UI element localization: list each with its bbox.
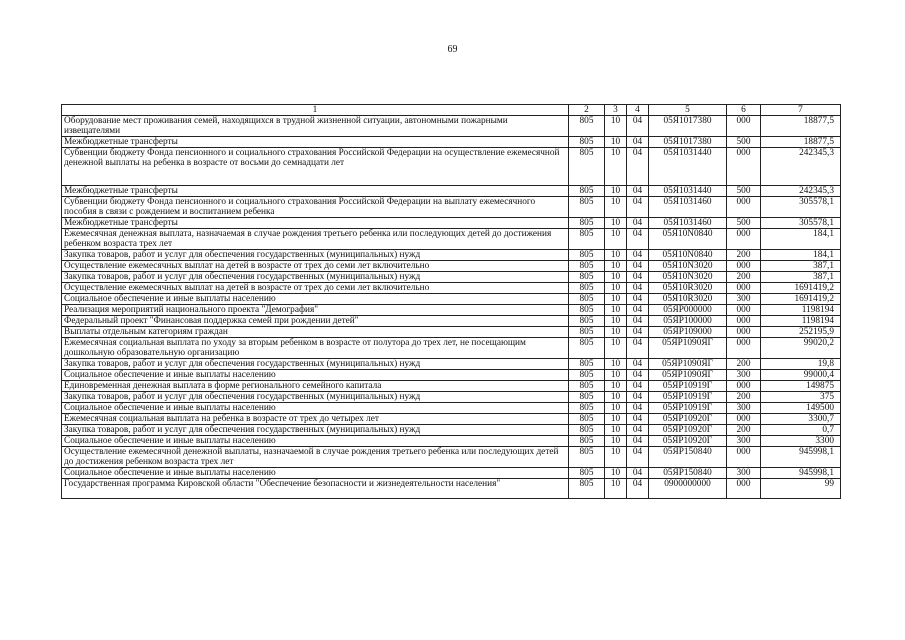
row-amount-cell: 1198194 [761, 305, 841, 316]
table-row [62, 116, 841, 137]
row-name-cell: Субвенции бюджету Фонда пенсионного и социального страхования Российской Федерации на выплату ежемесячного пособия в связи с рождением и воспитанием ребенка [62, 197, 569, 218]
row-subsection-cell: 04 [627, 403, 649, 414]
row-target-article-cell: 05Я1031440 [649, 148, 727, 186]
row-amount-cell: 387,1 [761, 272, 841, 283]
table-row [62, 148, 841, 186]
row-target-article-cell: 05ЯР1090ЯГ [649, 338, 727, 359]
table-row [62, 447, 841, 468]
row-target-article-cell: 05ЯР150840 [649, 447, 727, 468]
row-target-article-cell: 05Я1017380 [649, 137, 727, 148]
row-amount-cell: 18877,5 [761, 116, 841, 137]
column-header: 3 [605, 105, 627, 116]
row-expense-type-cell: 500 [727, 137, 761, 148]
row-name-cell: Оборудование мест проживания семей, находящихся в трудной жизненной ситуации, автономными пожарными извещателями [62, 116, 569, 137]
row-expense-type-cell: 200 [727, 250, 761, 261]
row-amount-cell: 1691419,2 [761, 283, 841, 294]
row-name-cell: Социальное обеспечение и иные выплаты населению [62, 468, 569, 479]
row-section-cell: 10 [605, 403, 627, 414]
row-ministry-code-cell: 805 [569, 116, 605, 137]
row-ministry-code-cell: 805 [569, 327, 605, 338]
row-amount-cell: 184,1 [761, 250, 841, 261]
row-name-cell: Ежемесячная социальная выплата по уходу за вторым ребенком в возрасте от полутора до трех лет, не посещающим дошкольную образовательную организацию [62, 338, 569, 359]
table-row [62, 316, 841, 327]
column-header: 6 [727, 105, 761, 116]
row-target-article-cell: 05ЯР10920Г [649, 414, 727, 425]
row-expense-type-cell: 000 [727, 305, 761, 316]
table-row [62, 197, 841, 218]
row-amount-cell: 99 [761, 479, 841, 499]
row-ministry-code-cell: 805 [569, 294, 605, 305]
row-subsection-cell: 04 [627, 148, 649, 186]
row-target-article-cell: 05ЯР10920Г [649, 425, 727, 436]
table-row [62, 370, 841, 381]
row-target-article-cell: 05Я10N3020 [649, 261, 727, 272]
row-amount-cell: 3300,7 [761, 414, 841, 425]
table-row [62, 294, 841, 305]
row-expense-type-cell: 500 [727, 218, 761, 229]
row-amount-cell: 0,7 [761, 425, 841, 436]
row-subsection-cell: 04 [627, 392, 649, 403]
row-target-article-cell: 05Я10N0840 [649, 250, 727, 261]
column-header: 4 [627, 105, 649, 116]
row-subsection-cell: 04 [627, 479, 649, 499]
row-target-article-cell: 05ЯР109000 [649, 327, 727, 338]
row-subsection-cell: 04 [627, 294, 649, 305]
row-expense-type-cell: 300 [727, 294, 761, 305]
row-name-cell: Субвенции бюджету Фонда пенсионного и социального страхования Российской Федерации на осуществление ежемесячной денежной выплаты на ребенка в возрасте от восьми до семнадцати лет [62, 148, 569, 186]
row-ministry-code-cell: 805 [569, 414, 605, 425]
row-amount-cell: 305578,1 [761, 218, 841, 229]
row-section-cell: 10 [605, 305, 627, 316]
row-section-cell: 10 [605, 370, 627, 381]
row-ministry-code-cell: 805 [569, 447, 605, 468]
row-subsection-cell: 04 [627, 229, 649, 250]
row-name-cell: Осуществление ежемесячных выплат на детей в возрасте от трех до семи лет включительно [62, 261, 569, 272]
row-name-cell: Единовременная денежная выплата в форме регионального семейного капитала [62, 381, 569, 392]
row-amount-cell: 242345,3 [761, 186, 841, 197]
row-name-cell: Закупка товаров, работ и услуг для обеспечения государственных (муниципальных) нужд [62, 425, 569, 436]
row-amount-cell: 19,8 [761, 359, 841, 370]
page-number: 69 [447, 44, 458, 55]
row-name-cell: Ежемесячная социальная выплата на ребенка в возрасте от трех до четырех лет [62, 414, 569, 425]
row-subsection-cell: 04 [627, 316, 649, 327]
row-target-article-cell: 05ЯР1090ЯГ [649, 370, 727, 381]
row-section-cell: 10 [605, 479, 627, 499]
row-subsection-cell: 04 [627, 261, 649, 272]
row-target-article-cell: 05Я10R3020 [649, 294, 727, 305]
row-ministry-code-cell: 805 [569, 272, 605, 283]
row-name-cell: Социальное обеспечение и иные выплаты населению [62, 436, 569, 447]
row-target-article-cell: 0900000000 [649, 479, 727, 499]
row-ministry-code-cell: 805 [569, 370, 605, 381]
row-ministry-code-cell: 805 [569, 283, 605, 294]
row-target-article-cell: 05ЯР10919Г [649, 381, 727, 392]
row-subsection-cell: 04 [627, 338, 649, 359]
row-name-cell: Закупка товаров, работ и услуг для обеспечения государственных (муниципальных) нужд [62, 392, 569, 403]
row-section-cell: 10 [605, 137, 627, 148]
row-section-cell: 10 [605, 392, 627, 403]
row-ministry-code-cell: 805 [569, 261, 605, 272]
row-subsection-cell: 04 [627, 359, 649, 370]
row-section-cell: 10 [605, 414, 627, 425]
row-section-cell: 10 [605, 447, 627, 468]
row-target-article-cell: 05Я10N0840 [649, 229, 727, 250]
row-amount-cell: 387,1 [761, 261, 841, 272]
row-ministry-code-cell: 805 [569, 316, 605, 327]
row-target-article-cell: 05Я1031460 [649, 218, 727, 229]
row-target-article-cell: 05Я10R3020 [649, 283, 727, 294]
row-target-article-cell: 05ЯР000000 [649, 305, 727, 316]
row-target-article-cell: 05ЯР10920Г [649, 436, 727, 447]
row-subsection-cell: 04 [627, 436, 649, 447]
budget-table [61, 104, 841, 499]
row-section-cell: 10 [605, 218, 627, 229]
row-expense-type-cell: 000 [727, 316, 761, 327]
row-ministry-code-cell: 805 [569, 229, 605, 250]
row-ministry-code-cell: 805 [569, 338, 605, 359]
row-name-cell: Социальное обеспечение и иные выплаты населению [62, 294, 569, 305]
row-name-cell: Реализация мероприятий национального проекта "Демография" [62, 305, 569, 316]
row-name-cell: Социальное обеспечение и иные выплаты населению [62, 370, 569, 381]
row-expense-type-cell: 000 [727, 229, 761, 250]
column-header: 1 [62, 105, 569, 116]
row-amount-cell: 1198194 [761, 316, 841, 327]
row-ministry-code-cell: 805 [569, 359, 605, 370]
row-section-cell: 10 [605, 436, 627, 447]
row-name-cell: Межбюджетные трансферты [62, 137, 569, 148]
row-name-cell: Осуществление ежемесячной денежной выплаты, назначаемой в случае рождения третьего ребенка или последующих детей до достижения ребенком возраста трех лет [62, 447, 569, 468]
table-row [62, 137, 841, 148]
row-section-cell: 10 [605, 261, 627, 272]
row-section-cell: 10 [605, 250, 627, 261]
row-amount-cell: 99020,2 [761, 338, 841, 359]
row-name-cell: Социальное обеспечение и иные выплаты населению [62, 403, 569, 414]
row-subsection-cell: 04 [627, 116, 649, 137]
row-section-cell: 10 [605, 272, 627, 283]
row-subsection-cell: 04 [627, 272, 649, 283]
row-expense-type-cell: 000 [727, 447, 761, 468]
row-amount-cell: 149875 [761, 381, 841, 392]
row-expense-type-cell: 500 [727, 186, 761, 197]
row-expense-type-cell: 200 [727, 272, 761, 283]
row-subsection-cell: 04 [627, 305, 649, 316]
row-section-cell: 10 [605, 359, 627, 370]
row-section-cell: 10 [605, 229, 627, 250]
row-ministry-code-cell: 805 [569, 218, 605, 229]
row-subsection-cell: 04 [627, 425, 649, 436]
row-expense-type-cell: 200 [727, 359, 761, 370]
row-name-cell: Межбюджетные трансферты [62, 218, 569, 229]
row-subsection-cell: 04 [627, 370, 649, 381]
row-name-cell: Межбюджетные трансферты [62, 186, 569, 197]
table-row [62, 261, 841, 272]
row-name-cell: Государственная программа Кировской области "Обеспечение безопасности и жизнедеятельности населения" [62, 479, 569, 499]
table-row [62, 283, 841, 294]
row-name-cell: Закупка товаров, работ и услуг для обеспечения государственных (муниципальных) нужд [62, 359, 569, 370]
table-row [62, 479, 841, 499]
row-expense-type-cell: 000 [727, 338, 761, 359]
row-amount-cell: 945998,1 [761, 468, 841, 479]
row-section-cell: 10 [605, 381, 627, 392]
row-section-cell: 10 [605, 327, 627, 338]
row-name-cell: Закупка товаров, работ и услуг для обеспечения государственных (муниципальных) нужд [62, 250, 569, 261]
row-expense-type-cell: 200 [727, 425, 761, 436]
row-subsection-cell: 04 [627, 468, 649, 479]
table-row [62, 218, 841, 229]
row-subsection-cell: 04 [627, 447, 649, 468]
row-ministry-code-cell: 805 [569, 381, 605, 392]
table-row [62, 359, 841, 370]
column-header: 5 [649, 105, 727, 116]
row-section-cell: 10 [605, 316, 627, 327]
row-amount-cell: 252195,9 [761, 327, 841, 338]
row-amount-cell: 149500 [761, 403, 841, 414]
row-subsection-cell: 04 [627, 186, 649, 197]
row-target-article-cell: 05ЯР10919Г [649, 403, 727, 414]
row-ministry-code-cell: 805 [569, 392, 605, 403]
row-expense-type-cell: 000 [727, 197, 761, 218]
row-name-cell: Федеральный проект "Финансовая поддержка семей при рождении детей" [62, 316, 569, 327]
row-target-article-cell: 05ЯР10919Г [649, 392, 727, 403]
table-row [62, 436, 841, 447]
row-subsection-cell: 04 [627, 283, 649, 294]
table-row [62, 392, 841, 403]
row-subsection-cell: 04 [627, 137, 649, 148]
row-ministry-code-cell: 805 [569, 186, 605, 197]
row-section-cell: 10 [605, 338, 627, 359]
table-row [62, 272, 841, 283]
row-target-article-cell: 05ЯР1090ЯГ [649, 359, 727, 370]
row-section-cell: 10 [605, 283, 627, 294]
row-expense-type-cell: 000 [727, 148, 761, 186]
row-target-article-cell: 05Я1031460 [649, 197, 727, 218]
table-row [62, 186, 841, 197]
table-row [62, 250, 841, 261]
row-ministry-code-cell: 805 [569, 305, 605, 316]
row-ministry-code-cell: 805 [569, 479, 605, 499]
table-row [62, 425, 841, 436]
table-row [62, 381, 841, 392]
row-expense-type-cell: 000 [727, 283, 761, 294]
row-target-article-cell: 05ЯР100000 [649, 316, 727, 327]
row-ministry-code-cell: 805 [569, 468, 605, 479]
row-name-cell: Закупка товаров, работ и услуг для обеспечения государственных (муниципальных) нужд [62, 272, 569, 283]
row-target-article-cell: 05Я10N3020 [649, 272, 727, 283]
row-target-article-cell: 05Я1031440 [649, 186, 727, 197]
row-expense-type-cell: 300 [727, 370, 761, 381]
column-header: 2 [569, 105, 605, 116]
row-ministry-code-cell: 805 [569, 403, 605, 414]
row-subsection-cell: 04 [627, 327, 649, 338]
row-ministry-code-cell: 805 [569, 197, 605, 218]
row-amount-cell: 945998,1 [761, 447, 841, 468]
row-ministry-code-cell: 805 [569, 436, 605, 447]
row-amount-cell: 1691419,2 [761, 294, 841, 305]
row-section-cell: 10 [605, 197, 627, 218]
table-row [62, 305, 841, 316]
row-name-cell: Осуществление ежемесячных выплат на детей в возрасте от трех до семи лет включительно [62, 283, 569, 294]
row-section-cell: 10 [605, 186, 627, 197]
row-ministry-code-cell: 805 [569, 148, 605, 186]
row-amount-cell: 305578,1 [761, 197, 841, 218]
row-expense-type-cell: 000 [727, 116, 761, 137]
table-row [62, 414, 841, 425]
row-target-article-cell: 05ЯР150840 [649, 468, 727, 479]
row-expense-type-cell: 300 [727, 468, 761, 479]
row-subsection-cell: 04 [627, 414, 649, 425]
table-row [62, 468, 841, 479]
row-subsection-cell: 04 [627, 197, 649, 218]
row-subsection-cell: 04 [627, 381, 649, 392]
row-expense-type-cell: 000 [727, 414, 761, 425]
row-name-cell: Ежемесячная денежная выплата, назначаемая в случае рождения третьего ребенка или последующих детей до достижения ребенком возраста трех лет [62, 229, 569, 250]
row-expense-type-cell: 000 [727, 261, 761, 272]
row-ministry-code-cell: 805 [569, 425, 605, 436]
row-section-cell: 10 [605, 468, 627, 479]
row-section-cell: 10 [605, 148, 627, 186]
row-ministry-code-cell: 805 [569, 137, 605, 148]
row-target-article-cell: 05Я1017380 [649, 116, 727, 137]
row-subsection-cell: 04 [627, 250, 649, 261]
row-amount-cell: 242345,3 [761, 148, 841, 186]
row-expense-type-cell: 000 [727, 327, 761, 338]
row-expense-type-cell: 200 [727, 392, 761, 403]
table-row [62, 229, 841, 250]
row-amount-cell: 99000,4 [761, 370, 841, 381]
row-name-cell: Выплаты отдельным категориям граждан [62, 327, 569, 338]
column-header: 7 [761, 105, 841, 116]
row-expense-type-cell: 000 [727, 381, 761, 392]
header-row [62, 105, 841, 116]
row-ministry-code-cell: 805 [569, 250, 605, 261]
row-expense-type-cell: 300 [727, 403, 761, 414]
row-section-cell: 10 [605, 294, 627, 305]
row-amount-cell: 3300 [761, 436, 841, 447]
row-amount-cell: 375 [761, 392, 841, 403]
row-expense-type-cell: 300 [727, 436, 761, 447]
row-subsection-cell: 04 [627, 218, 649, 229]
row-section-cell: 10 [605, 425, 627, 436]
table-row [62, 338, 841, 359]
row-amount-cell: 184,1 [761, 229, 841, 250]
table-row [62, 327, 841, 338]
row-amount-cell: 18877,5 [761, 137, 841, 148]
row-expense-type-cell: 000 [727, 479, 761, 499]
row-section-cell: 10 [605, 116, 627, 137]
table-row [62, 403, 841, 414]
